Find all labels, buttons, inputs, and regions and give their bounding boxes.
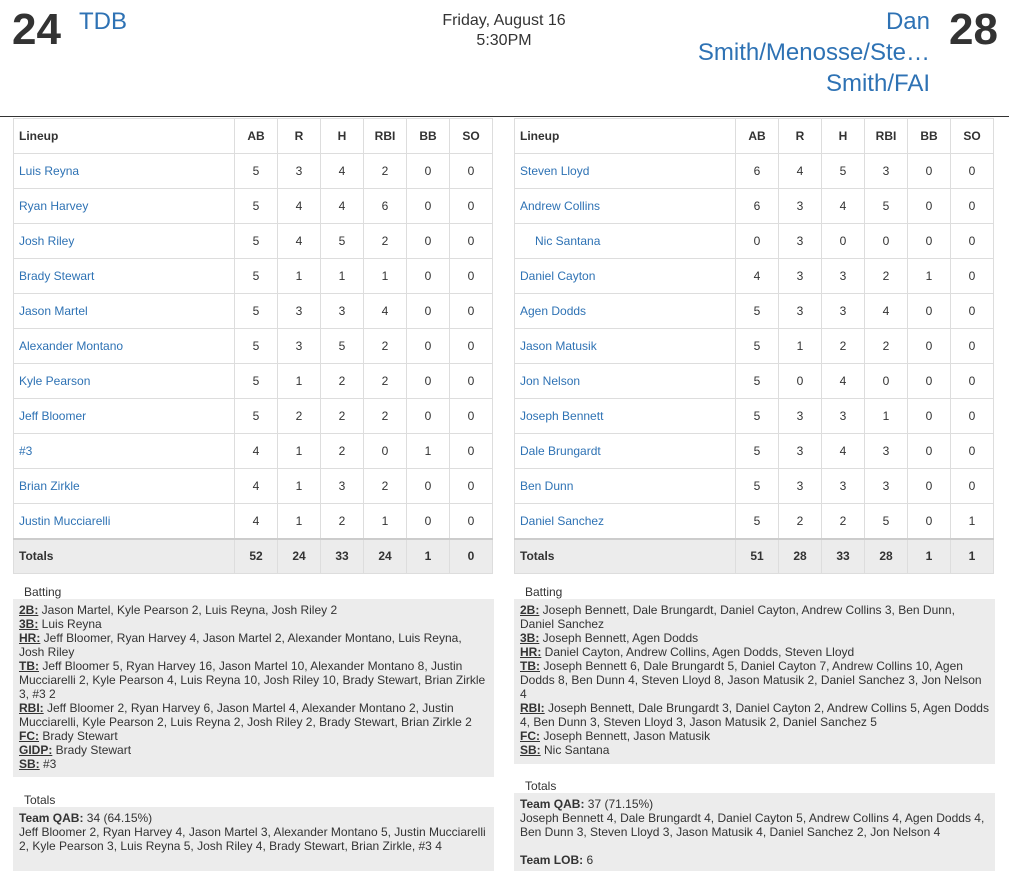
stat-cell: 2 bbox=[364, 154, 407, 189]
stat-cell: 2 bbox=[364, 364, 407, 399]
player-name-link[interactable]: Kyle Pearson bbox=[14, 364, 235, 399]
stat-cell: 0 bbox=[779, 364, 822, 399]
table-header-row bbox=[14, 119, 493, 154]
batting-stat-line bbox=[19, 757, 488, 771]
stat-cell: 0 bbox=[407, 364, 450, 399]
stat-cell: 3 bbox=[779, 294, 822, 329]
table-row bbox=[515, 189, 994, 224]
stat-cell: 5 bbox=[865, 504, 908, 539]
player-name-link[interactable]: Josh Riley bbox=[14, 224, 235, 259]
column-header-ab: AB bbox=[235, 119, 278, 154]
stat-cell: 1 bbox=[278, 504, 321, 539]
home-qab-detail: Jeff Bloomer 2, Ryan Harvey 4, Jason Martel 3, Alexander Montano 5, Justin Mucciarelli 2, Kyle Pearson 3, Luis Reyna 5, Josh Riley 4, Brady Stewart, Brian Zirkle, #3 4 bbox=[19, 825, 486, 853]
stat-cell: 5 bbox=[321, 329, 364, 364]
stat-cell: 0 bbox=[908, 189, 951, 224]
stat-cell: 3 bbox=[865, 469, 908, 504]
stat-cell: 5 bbox=[736, 504, 779, 539]
column-header-h: H bbox=[321, 119, 364, 154]
player-name-link[interactable]: Jon Nelson bbox=[515, 364, 736, 399]
stat-cell: 0 bbox=[951, 224, 994, 259]
column-header-bb: BB bbox=[908, 119, 951, 154]
stat-cell: 1 bbox=[951, 504, 994, 539]
stat-cell: 0 bbox=[450, 399, 493, 434]
batting-stat-line bbox=[19, 617, 488, 631]
stat-cell: 5 bbox=[235, 224, 278, 259]
stat-cell: 3 bbox=[779, 259, 822, 294]
batting-stat-value: Daniel Cayton, Andrew Collins, Agen Dodds, Steven Lloyd bbox=[541, 645, 855, 659]
stat-cell: 3 bbox=[822, 294, 865, 329]
stat-cell: 2 bbox=[278, 399, 321, 434]
stat-cell: 0 bbox=[908, 399, 951, 434]
column-header-lineup: Lineup bbox=[515, 119, 736, 154]
player-name-link[interactable]: Justin Mucciarelli bbox=[14, 504, 235, 539]
table-row bbox=[14, 364, 493, 399]
stat-cell: 3 bbox=[779, 189, 822, 224]
table-row bbox=[14, 189, 493, 224]
batting-stat-line bbox=[520, 701, 989, 729]
table-row bbox=[14, 434, 493, 469]
batting-stat-value: Joseph Bennett, Dale Brungardt 3, Daniel Cayton 2, Andrew Collins 5, Agen Dodds 4, Ben Dunn 3, Steven Lloyd 3, Jason Matusik 2, Daniel Sanchez 5 bbox=[520, 701, 989, 729]
stat-cell: 1 bbox=[407, 434, 450, 469]
stat-cell: 2 bbox=[822, 504, 865, 539]
away-team-line3: Smith/FAI bbox=[825, 70, 930, 97]
batting-stat-label: SB: bbox=[19, 757, 40, 771]
stat-cell: 1 bbox=[364, 259, 407, 294]
away-lineup-table bbox=[514, 118, 994, 574]
batting-stat-label: 3B: bbox=[520, 631, 540, 645]
stat-cell: 5 bbox=[235, 294, 278, 329]
stat-cell: 0 bbox=[450, 259, 493, 294]
stat-cell: 0 bbox=[951, 154, 994, 189]
stat-cell: 4 bbox=[321, 189, 364, 224]
total-stat-cell: 33 bbox=[321, 539, 364, 574]
stat-cell: 1 bbox=[278, 259, 321, 294]
batting-stat-line bbox=[520, 659, 989, 701]
batting-stat-value: Joseph Bennett, Dale Brungardt, Daniel Cayton, Andrew Collins 3, Ben Dunn, Daniel Sanchez bbox=[520, 603, 955, 631]
stat-cell: 5 bbox=[736, 329, 779, 364]
stat-cell: 1 bbox=[278, 434, 321, 469]
player-name-link[interactable]: Nic Santana bbox=[515, 224, 736, 259]
stat-cell: 4 bbox=[822, 434, 865, 469]
total-stat-cell: 28 bbox=[779, 539, 822, 574]
away-batting-box bbox=[514, 599, 995, 764]
stat-cell: 0 bbox=[951, 259, 994, 294]
player-name-link[interactable]: Steven Lloyd bbox=[515, 154, 736, 189]
stat-cell: 1 bbox=[321, 259, 364, 294]
table-row bbox=[14, 504, 493, 539]
stat-cell: 2 bbox=[865, 259, 908, 294]
stat-cell: 2 bbox=[321, 504, 364, 539]
stat-cell: 5 bbox=[736, 434, 779, 469]
home-lineup-table bbox=[13, 118, 493, 574]
table-row bbox=[515, 364, 994, 399]
stat-cell: 0 bbox=[450, 469, 493, 504]
table-header-row bbox=[515, 119, 994, 154]
home-batting-title: Batting bbox=[24, 585, 62, 599]
stat-cell: 3 bbox=[278, 329, 321, 364]
stat-cell: 0 bbox=[908, 434, 951, 469]
stat-cell: 5 bbox=[736, 294, 779, 329]
batting-stat-label: FC: bbox=[520, 729, 540, 743]
player-name-link[interactable]: Jason Martel bbox=[14, 294, 235, 329]
batting-stat-value: Jeff Bloomer 5, Ryan Harvey 16, Jason Martel 10, Alexander Montano 8, Justin Mucciarelli 2, Kyle Pearson 4, Luis Reyna 10, Josh Riley 10, Brady Stewart, Brian Zirkle 3, #3 2 bbox=[19, 659, 486, 701]
totals-label: Totals bbox=[515, 539, 736, 574]
stat-cell: 4 bbox=[364, 294, 407, 329]
stat-cell: 0 bbox=[407, 189, 450, 224]
stat-cell: 0 bbox=[407, 154, 450, 189]
stat-cell: 4 bbox=[278, 189, 321, 224]
stat-cell: 1 bbox=[278, 469, 321, 504]
stat-cell: 0 bbox=[951, 364, 994, 399]
stat-cell: 2 bbox=[865, 329, 908, 364]
table-row bbox=[515, 294, 994, 329]
total-stat-cell: 24 bbox=[364, 539, 407, 574]
away-qab-detail: Joseph Bennett 4, Dale Brungardt 4, Daniel Cayton 5, Andrew Collins 4, Agen Dodds 4, Ben Dunn 3, Steven Lloyd 3, Jason Matusik 4, Daniel Sanchez 2, Jon Nelson 4 bbox=[520, 811, 985, 839]
batting-stat-line bbox=[19, 729, 488, 743]
stat-cell: 2 bbox=[364, 329, 407, 364]
stat-cell: 0 bbox=[407, 504, 450, 539]
batting-stat-label: HR: bbox=[520, 645, 542, 659]
home-lineup-body bbox=[14, 154, 493, 574]
away-team-qab: Team QAB: 37 (71.15%) bbox=[520, 797, 654, 811]
column-header-lineup: Lineup bbox=[14, 119, 235, 154]
table-row bbox=[515, 504, 994, 539]
stat-cell: 4 bbox=[822, 189, 865, 224]
batting-stat-label: HR: bbox=[19, 631, 41, 645]
away-totals-box bbox=[514, 793, 995, 871]
batting-stat-label: FC: bbox=[19, 729, 39, 743]
total-stat-cell: 1 bbox=[951, 539, 994, 574]
stat-cell: 5 bbox=[822, 154, 865, 189]
table-row bbox=[14, 399, 493, 434]
stat-cell: 4 bbox=[235, 434, 278, 469]
home-batting-box bbox=[13, 599, 494, 777]
batting-stat-line bbox=[19, 603, 488, 617]
stat-cell: 0 bbox=[450, 329, 493, 364]
stat-cell: 3 bbox=[321, 294, 364, 329]
stat-cell: 0 bbox=[407, 469, 450, 504]
stat-cell: 4 bbox=[235, 504, 278, 539]
stat-cell: 2 bbox=[364, 399, 407, 434]
stat-cell: 3 bbox=[822, 469, 865, 504]
away-team-line2: Smith/Menosse/Ste… bbox=[697, 39, 930, 66]
batting-stat-line bbox=[520, 743, 989, 757]
stat-cell: 0 bbox=[407, 329, 450, 364]
player-name-link[interactable]: Ryan Harvey bbox=[14, 189, 235, 224]
stat-cell: 0 bbox=[450, 364, 493, 399]
stat-cell: 0 bbox=[450, 504, 493, 539]
stat-cell: 4 bbox=[235, 469, 278, 504]
stat-cell: 0 bbox=[908, 329, 951, 364]
batting-stat-value: Jason Martel, Kyle Pearson 2, Luis Reyna, Josh Riley 2 bbox=[38, 603, 338, 617]
stat-cell: 5 bbox=[235, 154, 278, 189]
stat-cell: 0 bbox=[908, 504, 951, 539]
batting-stat-label: 2B: bbox=[19, 603, 39, 617]
away-batting-title: Batting bbox=[525, 585, 563, 599]
away-totals-title: Totals bbox=[525, 779, 557, 793]
stat-cell: 1 bbox=[779, 329, 822, 364]
stat-cell: 3 bbox=[779, 434, 822, 469]
player-name-link[interactable]: Joseph Bennett bbox=[515, 399, 736, 434]
stat-cell: 0 bbox=[736, 224, 779, 259]
total-stat-cell: 0 bbox=[450, 539, 493, 574]
table-row bbox=[14, 224, 493, 259]
player-name-link[interactable]: #3 bbox=[14, 434, 235, 469]
game-datetime bbox=[384, 11, 624, 51]
table-row bbox=[14, 329, 493, 364]
stat-cell: 0 bbox=[407, 224, 450, 259]
batting-stat-value: Joseph Bennett, Agen Dodds bbox=[539, 631, 699, 645]
player-name-link[interactable]: Jeff Bloomer bbox=[14, 399, 235, 434]
away-team-line1: Dan bbox=[885, 8, 930, 35]
game-time: 5:30PM bbox=[476, 32, 532, 49]
table-row bbox=[515, 399, 994, 434]
batting-stat-value: Brady Stewart bbox=[52, 743, 132, 757]
batting-stat-label: 2B: bbox=[520, 603, 540, 617]
stat-cell: 2 bbox=[321, 434, 364, 469]
stat-cell: 4 bbox=[779, 154, 822, 189]
stat-cell: 5 bbox=[235, 189, 278, 224]
stat-cell: 5 bbox=[736, 399, 779, 434]
totals-row bbox=[515, 539, 994, 574]
batting-stat-label: TB: bbox=[19, 659, 39, 673]
stat-cell: 6 bbox=[736, 189, 779, 224]
batting-stat-line bbox=[520, 645, 989, 659]
batting-stat-value: Joseph Bennett, Jason Matusik bbox=[540, 729, 711, 743]
stat-cell: 4 bbox=[736, 259, 779, 294]
home-totals-box bbox=[13, 807, 494, 871]
column-header-so: SO bbox=[450, 119, 493, 154]
table-row bbox=[515, 469, 994, 504]
stat-cell: 4 bbox=[321, 154, 364, 189]
batting-stat-label: 3B: bbox=[19, 617, 39, 631]
batting-stat-value: Jeff Bloomer 2, Ryan Harvey 6, Jason Martel 4, Alexander Montano 2, Justin Mucciarelli, Kyle Pearson 2, Luis Reyna 2, Josh Riley 2, Brady Stewart, Brian Zirkle 2 bbox=[19, 701, 472, 729]
table-row bbox=[14, 154, 493, 189]
away-lineup-body bbox=[515, 154, 994, 574]
batting-stat-label: RBI: bbox=[19, 701, 44, 715]
stat-cell: 0 bbox=[865, 364, 908, 399]
game-header bbox=[0, 0, 1009, 117]
stat-cell: 2 bbox=[364, 224, 407, 259]
total-stat-cell: 1 bbox=[407, 539, 450, 574]
player-name-link[interactable]: Ben Dunn bbox=[515, 469, 736, 504]
stat-cell: 1 bbox=[908, 259, 951, 294]
stat-cell: 0 bbox=[908, 469, 951, 504]
stat-cell: 0 bbox=[450, 189, 493, 224]
stat-cell: 5 bbox=[235, 259, 278, 294]
column-header-rbi: RBI bbox=[364, 119, 407, 154]
total-stat-cell: 33 bbox=[822, 539, 865, 574]
column-header-bb: BB bbox=[407, 119, 450, 154]
home-team-link[interactable]: TDB bbox=[79, 8, 127, 35]
column-header-h: H bbox=[822, 119, 865, 154]
stat-cell: 0 bbox=[450, 434, 493, 469]
player-name-link[interactable]: Agen Dodds bbox=[515, 294, 736, 329]
stat-cell: 0 bbox=[450, 294, 493, 329]
stat-cell: 1 bbox=[865, 399, 908, 434]
table-row bbox=[14, 469, 493, 504]
stat-cell: 6 bbox=[364, 189, 407, 224]
stat-cell: 0 bbox=[407, 399, 450, 434]
away-score: 28 bbox=[949, 5, 998, 54]
batting-stat-value: Nic Santana bbox=[540, 743, 610, 757]
table-row bbox=[515, 154, 994, 189]
stat-cell: 2 bbox=[822, 329, 865, 364]
total-stat-cell: 28 bbox=[865, 539, 908, 574]
column-header-r: R bbox=[278, 119, 321, 154]
table-row bbox=[14, 294, 493, 329]
stat-cell: 0 bbox=[908, 224, 951, 259]
player-name-link[interactable]: Andrew Collins bbox=[515, 189, 736, 224]
player-name-link[interactable]: Brady Stewart bbox=[14, 259, 235, 294]
batting-stat-label: GIDP: bbox=[19, 743, 53, 757]
stat-cell: 1 bbox=[364, 504, 407, 539]
stat-cell: 3 bbox=[278, 294, 321, 329]
total-stat-cell: 1 bbox=[908, 539, 951, 574]
stat-cell: 0 bbox=[822, 224, 865, 259]
stat-cell: 2 bbox=[321, 364, 364, 399]
column-header-rbi: RBI bbox=[865, 119, 908, 154]
stat-cell: 3 bbox=[779, 469, 822, 504]
batting-stat-value: Luis Reyna bbox=[38, 617, 102, 631]
totals-row bbox=[14, 539, 493, 574]
stat-cell: 2 bbox=[779, 504, 822, 539]
stat-cell: 6 bbox=[736, 154, 779, 189]
stat-cell: 0 bbox=[951, 294, 994, 329]
game-date: Friday, August 16 bbox=[442, 12, 566, 29]
player-name-link[interactable]: Brian Zirkle bbox=[14, 469, 235, 504]
stat-cell: 3 bbox=[865, 434, 908, 469]
stat-cell: 0 bbox=[865, 224, 908, 259]
stat-cell: 0 bbox=[908, 154, 951, 189]
batting-stat-label: RBI: bbox=[520, 701, 545, 715]
stat-cell: 1 bbox=[278, 364, 321, 399]
away-team-lob: Team LOB: 6 bbox=[520, 853, 594, 867]
stat-cell: 2 bbox=[321, 399, 364, 434]
table-row bbox=[515, 434, 994, 469]
stat-cell: 5 bbox=[865, 189, 908, 224]
batting-stat-value: Brady Stewart bbox=[39, 729, 118, 743]
total-stat-cell: 52 bbox=[235, 539, 278, 574]
stat-cell: 5 bbox=[321, 224, 364, 259]
stat-cell: 3 bbox=[822, 399, 865, 434]
stat-cell: 3 bbox=[278, 154, 321, 189]
batting-stat-value: Jeff Bloomer, Ryan Harvey 4, Jason Martel 2, Alexander Montano, Luis Reyna, Josh Riley bbox=[19, 631, 462, 659]
stat-cell: 0 bbox=[908, 364, 951, 399]
home-team-qab: Team QAB: 34 (64.15%) bbox=[19, 811, 153, 825]
batting-stat-label: SB: bbox=[520, 743, 541, 757]
batting-stat-line bbox=[19, 631, 488, 659]
total-stat-cell: 51 bbox=[736, 539, 779, 574]
player-name-link[interactable]: Dale Brungardt bbox=[515, 434, 736, 469]
stat-cell: 5 bbox=[235, 364, 278, 399]
stat-cell: 3 bbox=[779, 399, 822, 434]
table-row bbox=[515, 259, 994, 294]
batting-stat-line bbox=[19, 743, 488, 757]
batting-stat-line bbox=[520, 631, 989, 645]
batting-stat-line bbox=[19, 701, 488, 729]
totals-label: Totals bbox=[14, 539, 235, 574]
stat-cell: 0 bbox=[951, 469, 994, 504]
player-name-link[interactable]: Alexander Montano bbox=[14, 329, 235, 364]
home-totals-title: Totals bbox=[24, 793, 56, 807]
stat-cell: 5 bbox=[736, 364, 779, 399]
player-name-link[interactable]: Luis Reyna bbox=[14, 154, 235, 189]
stat-cell: 0 bbox=[450, 154, 493, 189]
table-row bbox=[515, 329, 994, 364]
batting-stat-line bbox=[19, 659, 488, 701]
column-header-ab: AB bbox=[736, 119, 779, 154]
stat-cell: 5 bbox=[736, 469, 779, 504]
column-header-so: SO bbox=[951, 119, 994, 154]
stat-cell: 5 bbox=[235, 329, 278, 364]
stat-cell: 3 bbox=[779, 224, 822, 259]
stat-cell: 5 bbox=[235, 399, 278, 434]
batting-stat-label: TB: bbox=[520, 659, 540, 673]
player-name-link[interactable]: Daniel Sanchez bbox=[515, 504, 736, 539]
home-score: 24 bbox=[12, 5, 61, 54]
stat-cell: 0 bbox=[450, 224, 493, 259]
stat-cell: 0 bbox=[951, 399, 994, 434]
player-name-link[interactable]: Daniel Cayton bbox=[515, 259, 736, 294]
stat-cell: 0 bbox=[364, 434, 407, 469]
stat-cell: 2 bbox=[364, 469, 407, 504]
stat-cell: 3 bbox=[822, 259, 865, 294]
stat-cell: 0 bbox=[908, 294, 951, 329]
batting-stat-value: #3 bbox=[39, 757, 57, 771]
stat-cell: 4 bbox=[822, 364, 865, 399]
batting-stat-value: Joseph Bennett 6, Dale Brungardt 5, Daniel Cayton 7, Andrew Collins 10, Agen Dodds 8, Ben Dunn 4, Steven Lloyd 8, Jason Matusik 2, Daniel Sanchez 3, Jon Nelson 4 bbox=[520, 659, 982, 701]
stat-cell: 0 bbox=[407, 294, 450, 329]
stat-cell: 0 bbox=[951, 434, 994, 469]
stat-cell: 0 bbox=[407, 259, 450, 294]
batting-stat-line bbox=[520, 603, 989, 631]
away-team-link[interactable] bbox=[670, 6, 930, 99]
stat-cell: 0 bbox=[951, 189, 994, 224]
stat-cell: 4 bbox=[865, 294, 908, 329]
column-header-r: R bbox=[779, 119, 822, 154]
table-row bbox=[14, 259, 493, 294]
stat-cell: 3 bbox=[865, 154, 908, 189]
total-stat-cell: 24 bbox=[278, 539, 321, 574]
stat-cell: 4 bbox=[278, 224, 321, 259]
table-row bbox=[515, 224, 994, 259]
stat-cell: 3 bbox=[321, 469, 364, 504]
batting-stat-line bbox=[520, 729, 989, 743]
stat-cell: 0 bbox=[951, 329, 994, 364]
player-name-link[interactable]: Jason Matusik bbox=[515, 329, 736, 364]
